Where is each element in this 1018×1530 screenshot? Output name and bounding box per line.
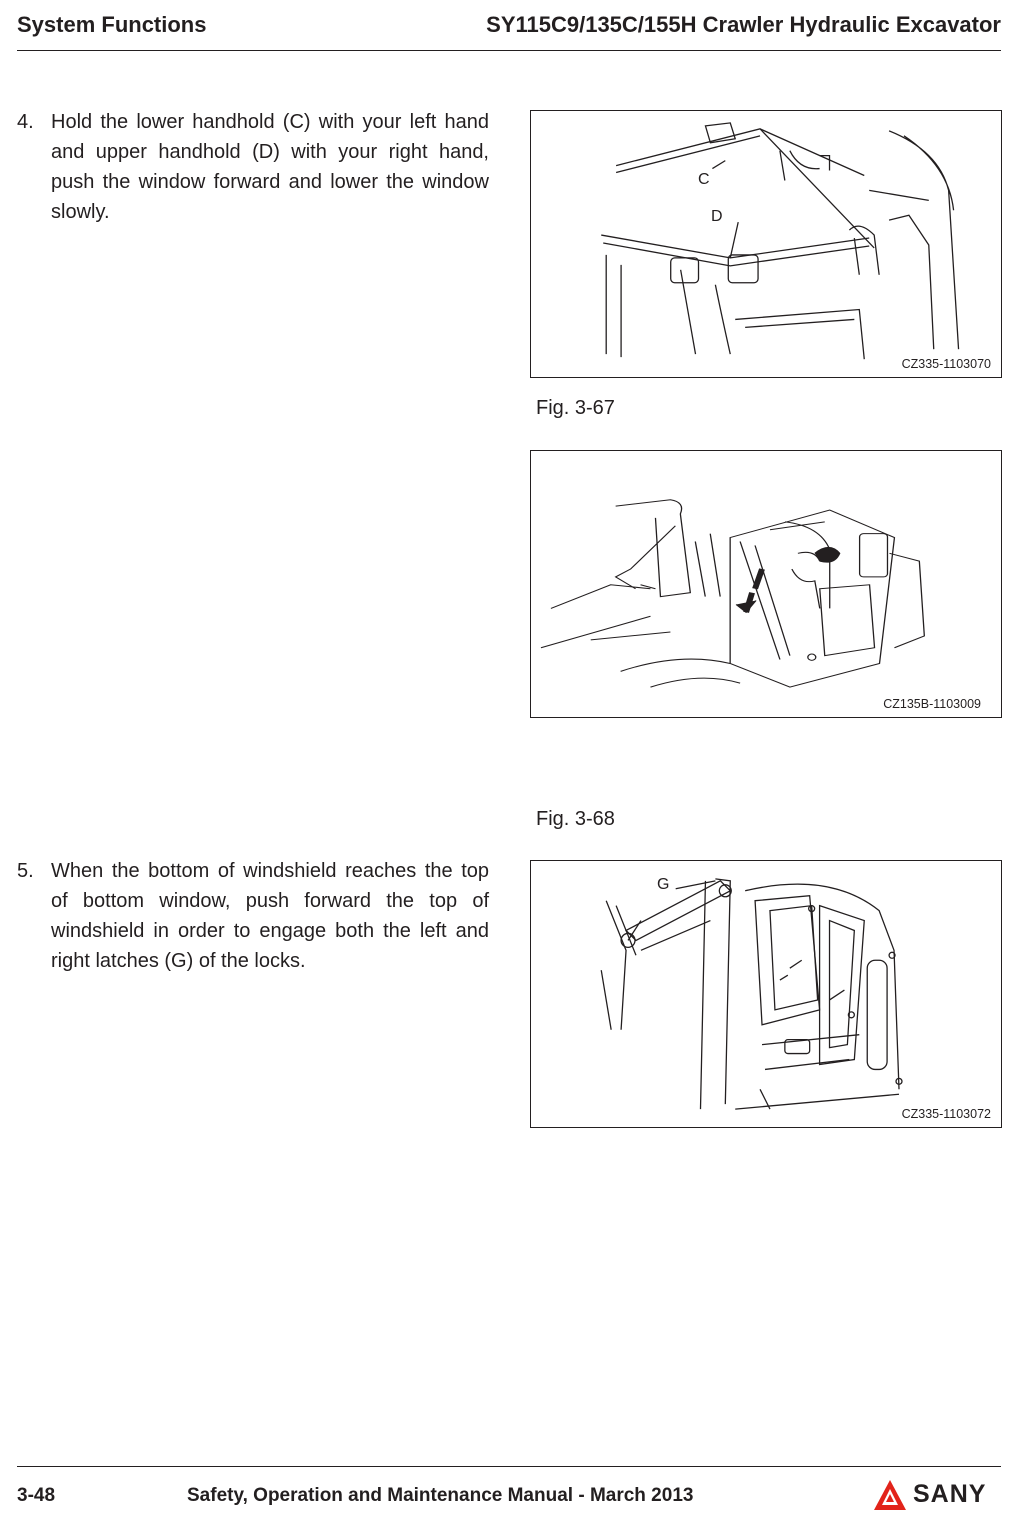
cab-roof-handhold-illustration	[531, 111, 1001, 377]
figure-3-67	[530, 110, 1002, 378]
figure-code: CZ335-1103072	[901, 1107, 991, 1121]
page-header	[17, 10, 1001, 51]
figure-windshield-latches	[530, 860, 1002, 1128]
callout-g: G	[657, 876, 670, 893]
section-title: System Functions	[17, 12, 207, 37]
product-title: SY115C9/135C/155H Crawler Hydraulic Excavator	[486, 12, 1001, 37]
figure-caption: Fig. 3-67	[536, 397, 615, 419]
callout-d: D	[711, 208, 723, 225]
brand-name: SANY	[913, 1480, 987, 1508]
windshield-latch-illustration	[531, 861, 1001, 1127]
figure-caption: Fig. 3-68	[536, 808, 615, 830]
step-number: 5.	[17, 860, 34, 882]
page-footer	[17, 1466, 1001, 1517]
step-5	[17, 856, 489, 976]
step-number: 4.	[17, 111, 34, 133]
figure-3-68	[530, 450, 1002, 718]
page-number: 3-48	[17, 1485, 56, 1506]
sany-logo	[871, 1477, 1001, 1515]
operator-lowering-window-illustration	[531, 451, 1001, 717]
callout-c: C	[698, 171, 710, 188]
step-4	[17, 107, 489, 227]
figure-code: CZ135B-1103009	[883, 697, 981, 711]
step-text: Hold the lower handhold (C) with your left hand and upper handhold (D) with your right hand, push the window forward and lower the window slowly.	[51, 111, 489, 223]
manual-title: Safety, Operation and Maintenance Manual - March 2013	[187, 1485, 694, 1506]
sany-triangle-icon	[871, 1477, 909, 1515]
figure-code: CZ335-1103070	[901, 357, 991, 371]
step-text: When the bottom of windshield reaches the top of bottom window, push forward the top of windshield in order to engage both the left and right latches (G) of the locks.	[51, 860, 489, 972]
